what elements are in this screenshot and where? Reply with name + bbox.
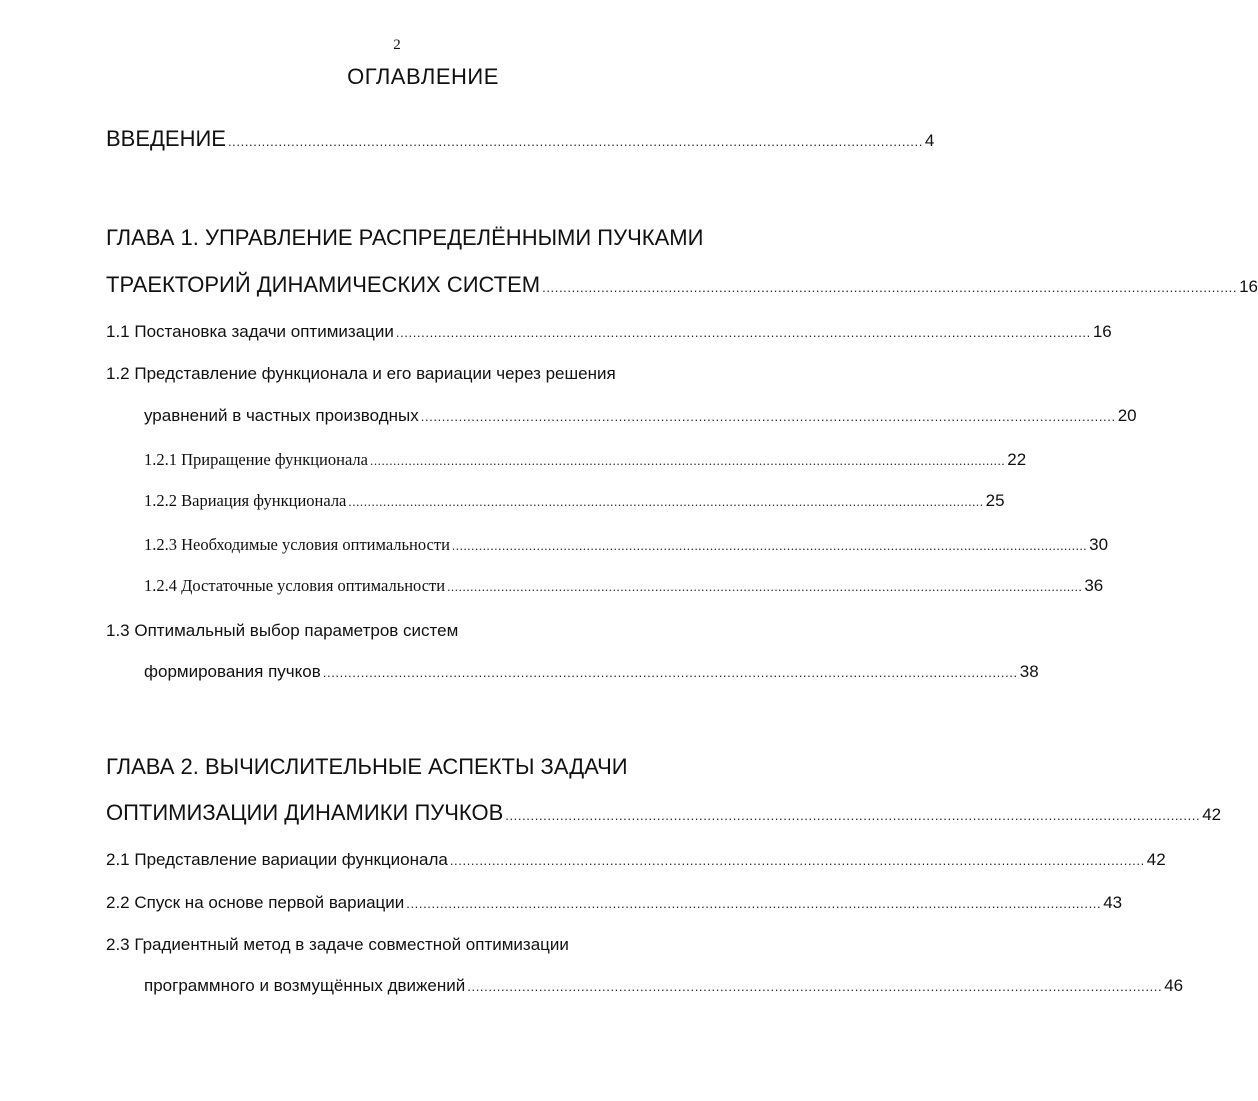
toc-entry-1-3[interactable]	[144, 662, 1039, 682]
toc-entry-1-1[interactable]	[106, 322, 1112, 342]
toc-entry-label: 2.2 Спуск на основе первой вариации	[106, 893, 405, 912]
dot-leader: .....................................................................................................................................................................	[447, 579, 1083, 594]
chapter-2-title-line1[interactable]: ГЛАВА 2. ВЫЧИСЛИТЕЛЬНЫЕ АСПЕКТЫ ЗАДАЧИ	[106, 754, 628, 779]
toc-entry-page: 42	[1202, 805, 1222, 824]
toc-entry-label: 1.1 Постановка задачи оптимизации	[106, 322, 394, 341]
toc-entry-label: программного и возмущённых движений	[144, 976, 466, 995]
toc-entry-page: 16	[1092, 322, 1112, 341]
toc-entry-intro[interactable]	[106, 126, 935, 152]
toc-entry-page: 46	[1164, 976, 1184, 995]
page-number: 2	[393, 37, 401, 53]
toc-entry-page: 42	[1146, 850, 1166, 869]
chapter-1-title-line1[interactable]: ГЛАВА 1. УПРАВЛЕНИЕ РАСПРЕДЕЛЁННЫМИ ПУЧКАМИ	[106, 225, 704, 250]
dot-leader: .....................................................................................................................................................................	[505, 808, 1201, 823]
dot-leader: .....................................................................................................................................................................	[467, 979, 1163, 994]
toc-entry-page: 30	[1089, 535, 1109, 554]
toc-entry-1-2-3[interactable]	[144, 535, 1109, 555]
dot-leader: .....................................................................................................................................................................	[369, 453, 1006, 468]
dot-leader: .....................................................................................................................................................................	[348, 494, 984, 509]
toc-entry-page: 25	[985, 491, 1005, 510]
toc-entry-page: 20	[1117, 406, 1137, 425]
toc-entry-1-2-line1[interactable]: 1.2 Представление функционала и его вариации через решения	[106, 364, 616, 383]
dot-leader: .....................................................................................................................................................................	[322, 665, 1018, 680]
toc-entry-2-3[interactable]	[144, 976, 1184, 996]
dot-leader: .....................................................................................................................................................................	[542, 280, 1238, 295]
toc-entry-label: 2.1 Представление вариации функционала	[106, 850, 448, 869]
toc-entry-2-1[interactable]	[106, 850, 1166, 870]
toc-entry-1-2-1[interactable]	[144, 450, 1027, 470]
toc-entry-label: ТРАЕКТОРИЙ ДИНАМИЧЕСКИХ СИСТЕМ	[106, 272, 541, 297]
toc-entry-label: ВВЕДЕНИЕ	[106, 126, 226, 151]
dot-leader: .....................................................................................................................................................................	[395, 325, 1091, 340]
toc-entry-1-2[interactable]	[144, 406, 1137, 426]
toc-entry-page: 22	[1007, 450, 1027, 469]
toc-entry-label: ОПТИМИЗАЦИИ ДИНАМИКИ ПУЧКОВ	[106, 800, 504, 825]
toc-entry-label: формирования пучков	[144, 662, 321, 681]
toc-entry-chapter-1[interactable]	[106, 272, 1258, 298]
toc-entry-2-3-line1[interactable]: 2.3 Градиентный метод в задаче совместной оптимизации	[106, 935, 569, 954]
toc-entry-chapter-2[interactable]	[106, 800, 1222, 826]
toc-title: ОГЛАВЛЕНИЕ	[347, 64, 499, 89]
dot-leader: .....................................................................................................................................................................	[406, 896, 1102, 911]
dot-leader: .....................................................................................................................................................................	[449, 853, 1145, 868]
dot-leader: .....................................................................................................................................................................	[451, 538, 1088, 553]
dot-leader: .....................................................................................................................................................................	[420, 409, 1116, 424]
toc-entry-1-2-2[interactable]	[144, 491, 1005, 511]
toc-entry-label: 1.2.2 Вариация функционала	[144, 491, 347, 510]
toc-entry-label: 1.2.4 Достаточные условия оптимальности	[144, 576, 446, 595]
toc-entry-label: 1.2.3 Необходимые условия оптимальности	[144, 535, 450, 554]
dot-leader: .....................................................................................................................................................................	[227, 134, 923, 149]
toc-entry-page: 4	[924, 131, 935, 150]
toc-entry-1-3-line1[interactable]: 1.3 Оптимальный выбор параметров систем	[106, 621, 459, 640]
toc-entry-label: 1.2.1 Приращение функционала	[144, 450, 368, 469]
toc-entry-page: 16	[1239, 277, 1258, 296]
toc-entry-label: уравнений в частных производных	[144, 406, 419, 425]
toc-entry-1-2-4[interactable]	[144, 576, 1104, 596]
toc-entry-page: 38	[1019, 662, 1039, 681]
toc-entry-page: 43	[1103, 893, 1123, 912]
toc-entry-2-2[interactable]	[106, 893, 1123, 913]
toc-entry-page: 36	[1084, 576, 1104, 595]
